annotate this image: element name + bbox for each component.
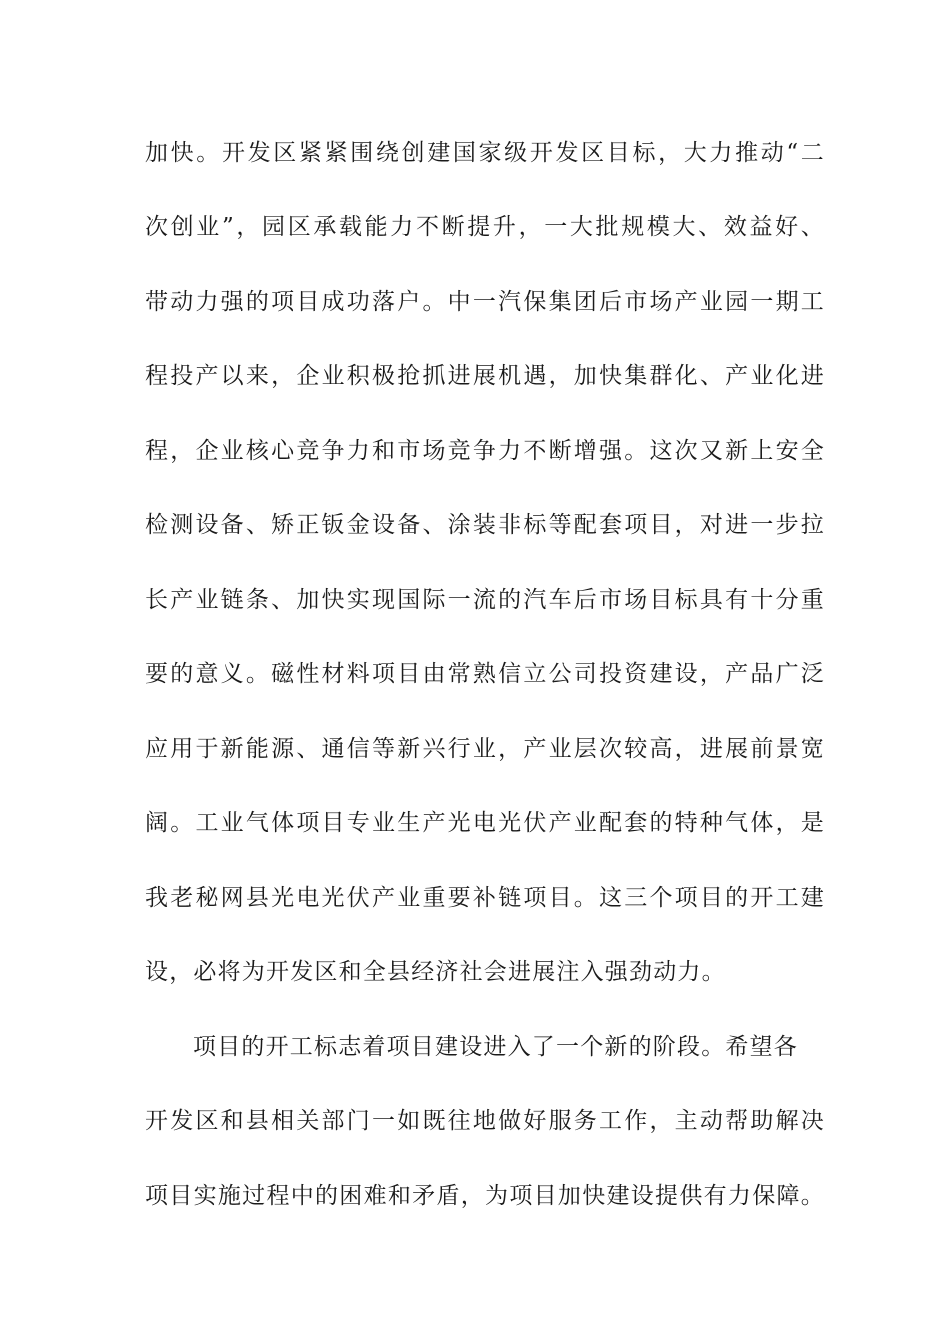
text-line: 程投产以来，企业积极抢抓进展机遇，加快集群化、产业化进 xyxy=(145,363,825,389)
text-line: 我老秘网县光电光伏产业重要补链项目。这三个项目的开工建 xyxy=(145,885,825,911)
text-line: 带动力强的项目成功落户。中一汽保集团后市场产业园一期工 xyxy=(145,289,825,315)
text-line: 要的意义。磁性材料项目由常熟信立公司投资建设，产品广泛 xyxy=(145,661,825,687)
text-line: 项目实施过程中的困难和矛盾，为项目加快建设提供有力保障。 xyxy=(145,1183,825,1209)
text-line: 项目的开工标志着项目建设进入了一个新的阶段。希望各 xyxy=(193,1034,798,1060)
text-line: 阔。工业气体项目专业生产光电光伏产业配套的特种气体，是 xyxy=(145,810,825,836)
text-line: 应用于新能源、通信等新兴行业，产业层次较高，进展前景宽 xyxy=(145,736,825,762)
text-line: 次创业”，园区承载能力不断提升，一大批规模大、效益好、 xyxy=(145,214,825,240)
text-line: 检测设备、矫正钣金设备、涂装非标等配套项目，对进一步拉 xyxy=(145,512,825,538)
text-line: 长产业链条、加快实现国际一流的汽车后市场目标具有十分重 xyxy=(145,587,825,613)
text-line: 加快。开发区紧紧围绕创建国家级开发区目标，大力推动“二 xyxy=(145,140,825,166)
text-line: 程，企业核心竞争力和市场竞争力不断增强。这次又新上安全 xyxy=(145,438,825,464)
text-line: 开发区和县相关部门一如既往地做好服务工作，主动帮助解决 xyxy=(145,1108,825,1134)
text-line: 设，必将为开发区和全县经济社会进展注入强劲动力。 xyxy=(145,959,726,985)
